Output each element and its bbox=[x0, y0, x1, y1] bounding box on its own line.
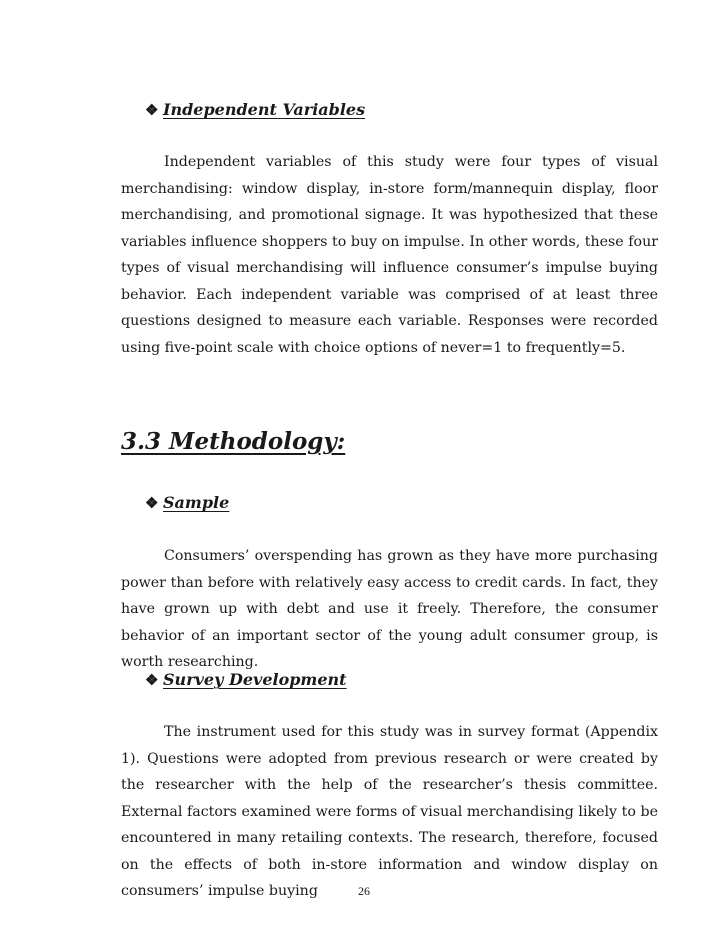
diamond-bullet-icon: ❖ bbox=[145, 101, 159, 119]
diamond-bullet-icon: ❖ bbox=[145, 671, 159, 689]
independent-variables-heading-text: Independent Variables bbox=[163, 100, 366, 119]
independent-variables-heading bbox=[145, 100, 365, 119]
diamond-bullet-icon: ❖ bbox=[145, 494, 159, 512]
sample-paragraph: Consumers’ overspending has grown as they have more purchasing power than before with relatively easy access to credit cards. In fact, they have grown up with debt and use it freely. Therefore, the consumer behavior of an important sector of the young adult consumer group, is worth researching. bbox=[121, 548, 658, 670]
methodology-heading: 3.3 Methodology: bbox=[121, 428, 346, 455]
sample-heading-text: Sample bbox=[163, 493, 230, 512]
sample-heading bbox=[145, 493, 229, 512]
survey-development-paragraph: The instrument used for this study was in survey format (Appendix 1). Questions were adopted from previous research or were created by the researcher with the help of the researcher’s thesis committee. External factors examined were forms of visual merchandising likely to be encountered in many retailing contexts. The research, therefore, focused on the effects of both in-store information and window display on consumers’ impulse buying bbox=[121, 724, 658, 899]
page-number: 26 bbox=[358, 884, 370, 898]
independent-variables-paragraph: Independent variables of this study were four types of visual merchandising: window display, in-store form/mannequin display, floor merchandising, and promotional signage. It was hypothesized that these variables influence shoppers to buy on impulse. In other words, these four types of visual merchandising will influence consumer’s impulse buying behavior. Each independent variable was comprised of at least three questions designed to measure each variable. Responses were recorded using five-point scale with choice options of never=1 to frequently=5. bbox=[121, 154, 658, 356]
survey-development-heading-text: Survey Development bbox=[163, 670, 347, 689]
survey-development-heading bbox=[145, 670, 347, 689]
